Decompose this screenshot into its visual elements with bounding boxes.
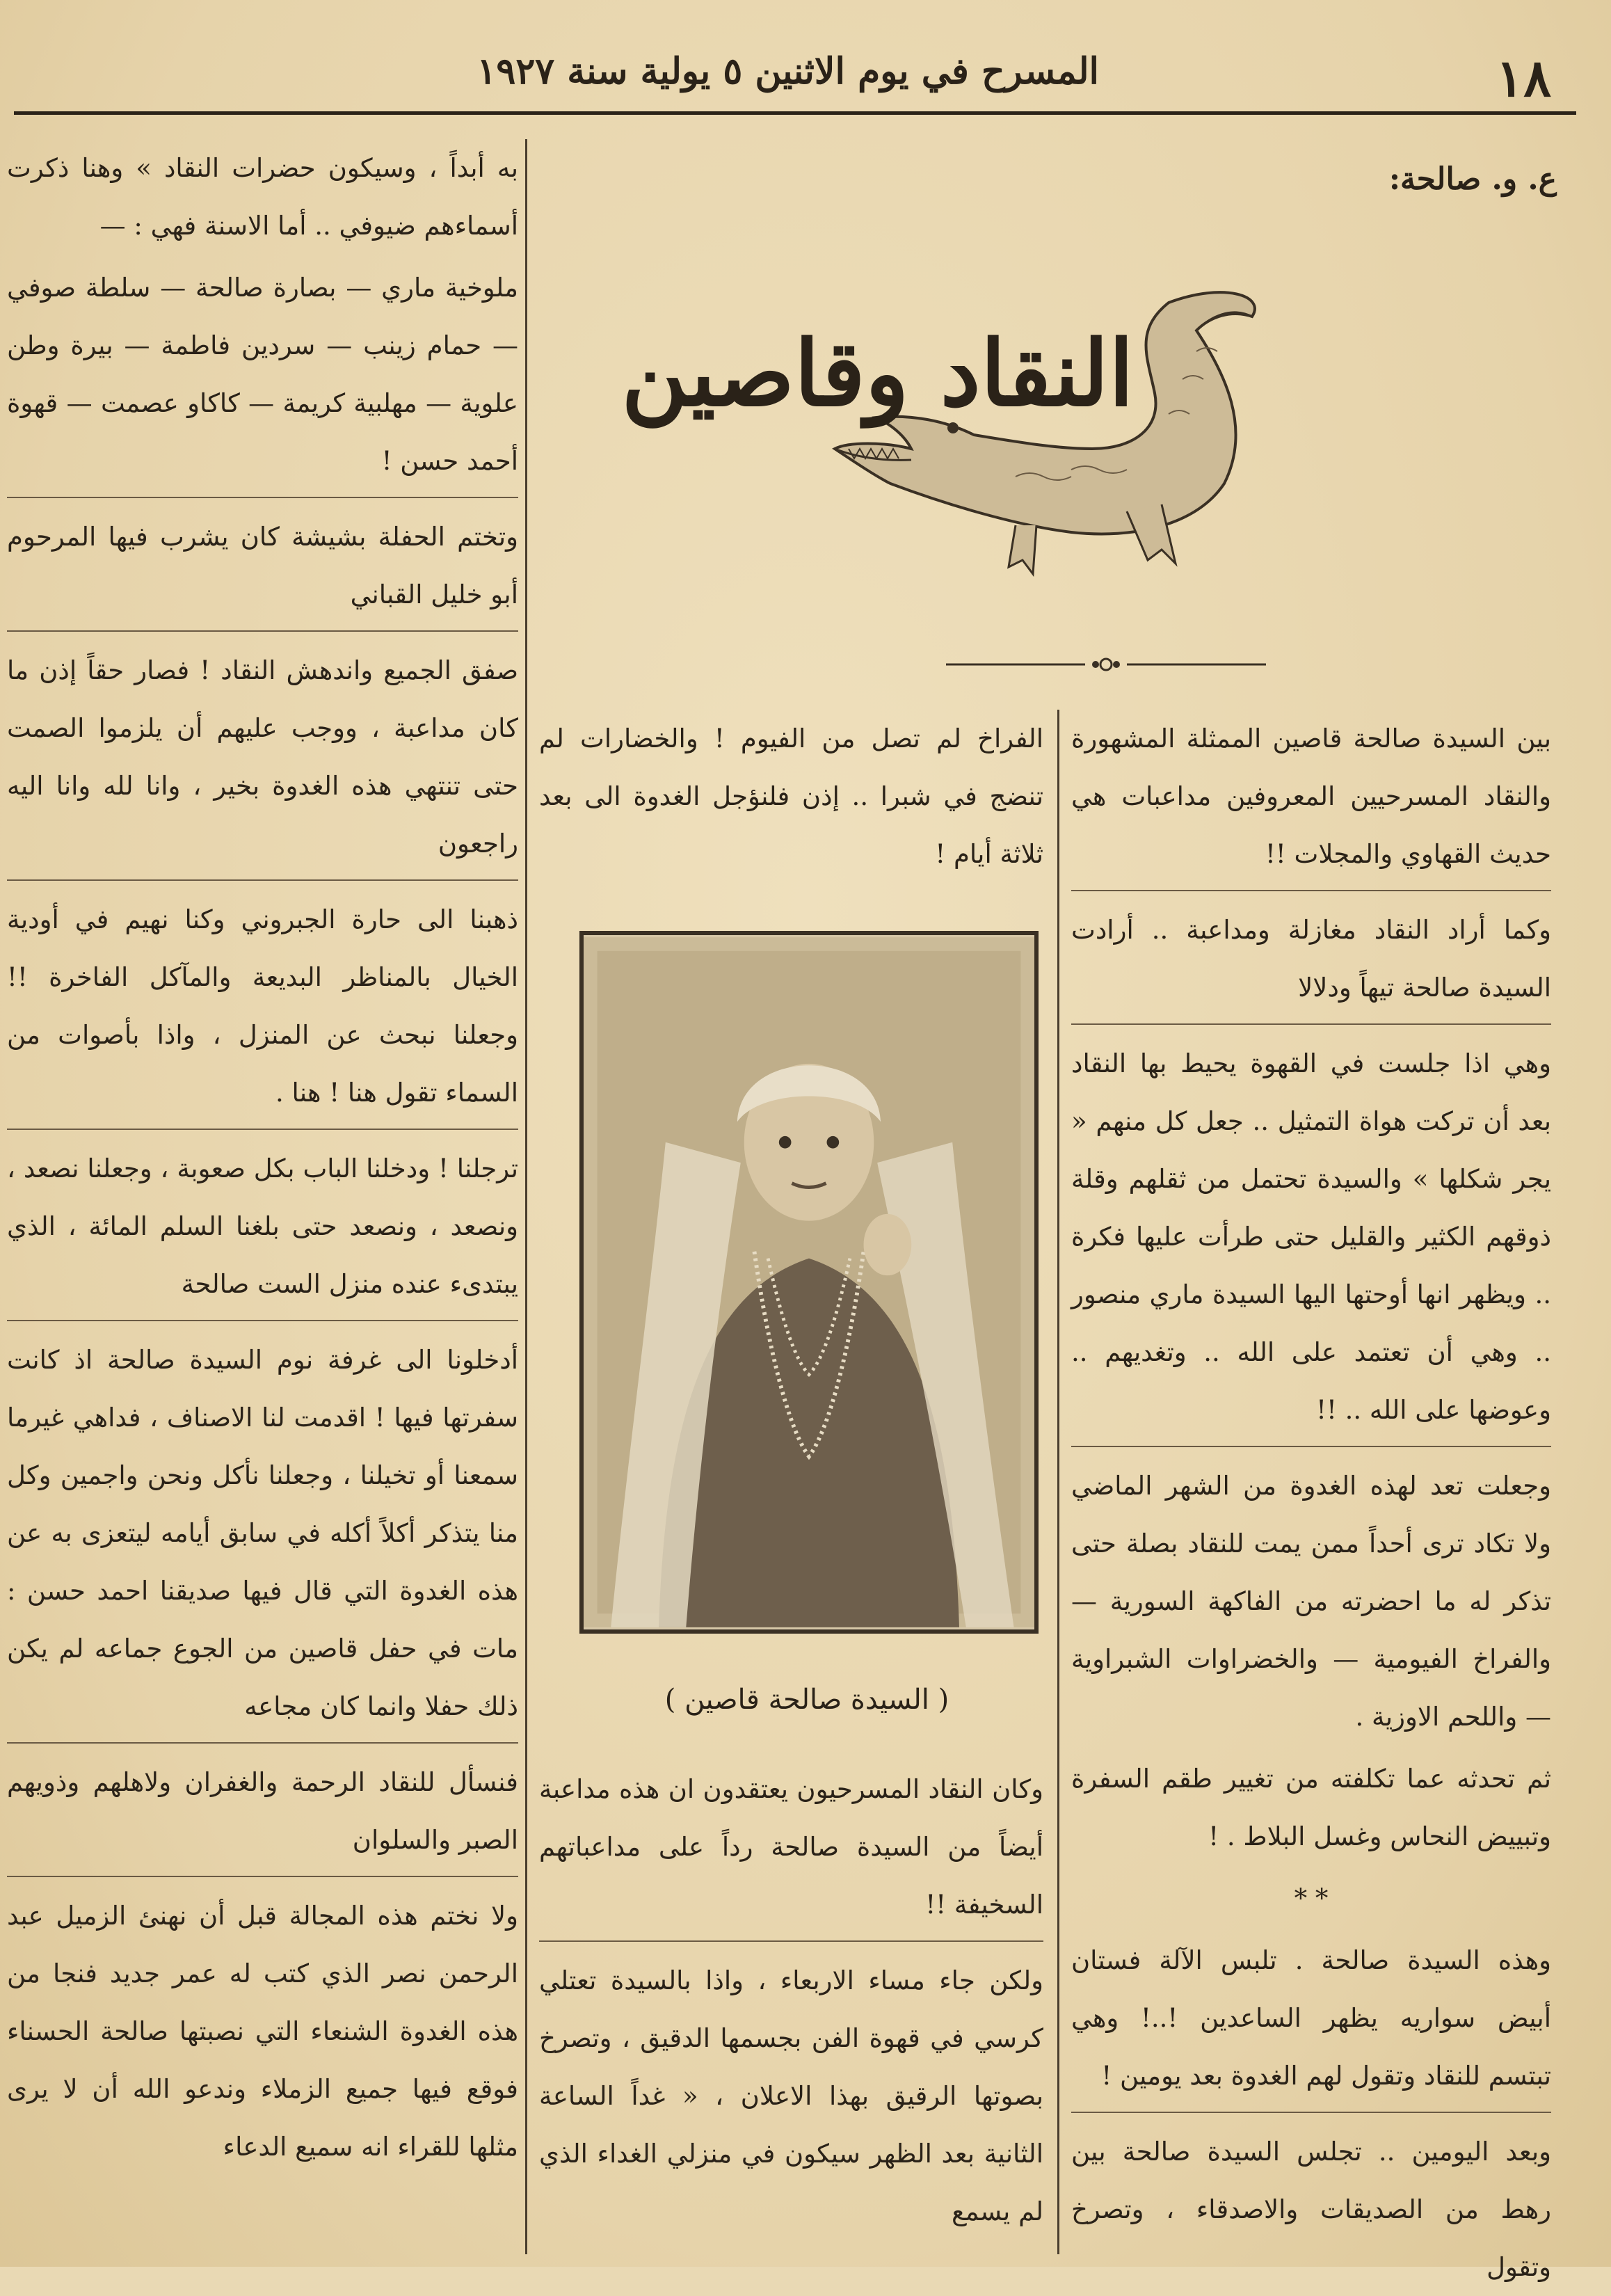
- paragraph: ترجلنا ! ودخلنا الباب بكل صعوبة ، وجعلنا نصعد ، ونصعد ، ونصعد حتى بلغنا السلم المائة ، الذي يبتدىء عنده منزل الست صالحة: [7, 1154, 518, 1299]
- paragraph-rule: [7, 1876, 518, 1877]
- paragraph-rule: [1071, 2112, 1551, 2113]
- paragraph: وتختم الحفلة بشيشة كان يشرب فيها المرحوم أبو خليل القباني: [7, 522, 518, 609]
- paragraph: وهي اذا جلست في القهوة يحيط بها النقاد بعد أن تركت هواة التمثيل .. جعل كل منهم « يجر شكلها » والسيدة تحتمل من ثقلهم وقلة ذوقهم الكثير والقليل حتى طرأت عليها فكرة .. ويظهر انها أوحتها اليها السيدة ماري منصور .. وهي أن تعتمد على الله .. وتغديهم .. وعوضها على الله .. !!: [1071, 1049, 1551, 1425]
- column-divider: [525, 139, 527, 2254]
- paragraph: بين السيدة صالحة قاصين الممثلة المشهورة والنقاد المسرحيين المعروفين مداعبات هي حديث القهاوي والمجلات !!: [1071, 724, 1551, 869]
- paragraph: ثم تحدثه عما تكلفته من تغيير طقم السفرة وتبييض النحاس وغسل البلاط . !: [1071, 1764, 1551, 1851]
- column-right: [1071, 710, 1551, 2282]
- photo-caption: ( السيدة صالحة قاصين ): [664, 1684, 949, 1716]
- paragraph-rule: [7, 879, 518, 881]
- page-header: [14, 42, 1579, 118]
- portrait-image: [584, 935, 1034, 1629]
- paragraph-rule: [1071, 1446, 1551, 1447]
- column-middle-top: [539, 710, 1043, 891]
- paragraph: به أبداً ، وسيكون حضرات النقاد » وهنا ذكرت أسماءهم ضيوفي .. أما الاسنة فهي : —: [7, 153, 518, 241]
- paragraph: وهذه السيدة صالحة . تلبس الآلة فستان أبيض سواريه يظهر الساعدين !..! وهي تبتسم للنقاد وتقول لهم الغدوة بعد يومين !: [1071, 1945, 1551, 2091]
- paragraph: ولكن جاء مساء الاربعاء ، واذا بالسيدة تعتلي كرسي في قهوة الفن بجسمها الدقيق ، وتصرخ بصوتها الرقيق بهذا الاعلان ، « غداً الساعة الثانية بعد الظهر سيكون في منزلي الغداء الذي لم يسمع: [539, 1966, 1043, 2226]
- paragraph-rule: [7, 1129, 518, 1130]
- header-rule: [14, 111, 1576, 115]
- paragraph: الفراخ لم تصل من الفيوم ! والخضارات لم تنضج في شبرا .. إذن فلنؤجل الغدوة الى بعد ثلاثة أيام !: [539, 724, 1043, 869]
- paragraph-rule: [7, 630, 518, 632]
- paragraph-rule: [7, 1320, 518, 1321]
- section-separator: * *: [1294, 1883, 1329, 1913]
- paragraph: وكما أراد النقاد مغازلة ومداعبة .. أرادت السيدة صالحة تيهاً ودلالا: [1071, 915, 1551, 1003]
- column-left: [7, 139, 518, 2254]
- paragraph-rule: [539, 1940, 1043, 1942]
- paragraph-rule: [7, 1742, 518, 1744]
- paragraph: وكان النقاد المسرحيون يعتقدون ان هذه مداعبة أيضاً من السيدة صالحة رداً على مداعباتهم السخيفة !!: [539, 1774, 1043, 1920]
- paragraph-rule: [1071, 890, 1551, 891]
- page-number: ١٨: [1496, 49, 1551, 109]
- paragraph: فنسأل للنقاد الرحمة والغفران ولاهلهم وذويهم الصبر والسلوان: [7, 1767, 518, 1855]
- paragraph: صفق الجميع واندهش النقاد ! فصار حقاً إذن ما كان مداعبة ، ووجب عليهم أن يلزموا الصمت حتى تنتهي هذه الغدوة بخير ، وانا لله وانا اليه راجعون: [7, 655, 518, 859]
- ornament-divider: [946, 651, 1266, 678]
- paragraph-rule: [1071, 1023, 1551, 1025]
- paragraph: ملوخية ماري — بصارة صالحة — سلطة صوفي — حمام زينب — سردين فاطمة — بيرة وطن علوية — مهلبية كريمة — كاكاو عصمت — قهوة أحمد حسن !: [7, 273, 518, 476]
- paragraph-rule: [7, 497, 518, 498]
- paragraph: وبعد اليومين .. تجلس السيدة صالحة بين رهط من الصديقات والاصدقاء ، وتصرخ وتقول: [1071, 2137, 1551, 2282]
- paragraph: ولا نختم هذه المجالة قبل أن نهنئ الزميل عبد الرحمن نصر الذي كتب له عمر جديد فنجا من هذه الغدوة الشنعاء التي نصبتها صالحة الحسناء فوقع فيها جميع الزملاء وندعو الله أن لا يرى مثلها للقراء انه سميع الدعاء: [7, 1901, 518, 2162]
- column-middle-bottom: [539, 1760, 1043, 2254]
- running-head: المسرح في يوم الاثنين ٥ يولية سنة ١٩٢٧: [476, 50, 1099, 93]
- portrait-photo: [579, 931, 1039, 1634]
- paragraph: ذهبنا الى حارة الجبروني وكنا نهيم في أودية الخيال بالمناظر البديعة والمآكل الفاخرة !! وجعلنا نبحث عن المنزل ، واذا بأصوات من السماء تقول هنا ! هنا .: [7, 904, 518, 1108]
- paragraph: وجعلت تعد لهذه الغدوة من الشهر الماضي ولا تكاد ترى أحداً ممن يمت للنقاد بصلة حتى تذكر له ما احضرته من الفاكهة السورية — والفراخ الفيومية — والخضراوات الشبراوية — واللحم الاوزية .: [1071, 1471, 1551, 1732]
- column-divider: [1057, 710, 1059, 2254]
- paragraph: أدخلونا الى غرفة نوم السيدة صالحة اذ كانت سفرتها فيها ! اقدمت لنا الاصناف ، فداهي غيرما سمعنا أو تخيلنا ، وجعلنا نأكل ونحن واجمين وكل منا يتذكر أكلاً أكله في سابق أيامه ليتعزى به عن هذه الغدوة التي قال فيها صديقنا احمد حسن : مات في حفل قاصين من الجوع جماعه لم يكن ذلك حفلا وانما كان مجاعه: [7, 1345, 518, 1721]
- article-title: النقاد وقاصين: [621, 320, 1134, 426]
- article-author: ع. و. صالحة:: [1388, 161, 1557, 197]
